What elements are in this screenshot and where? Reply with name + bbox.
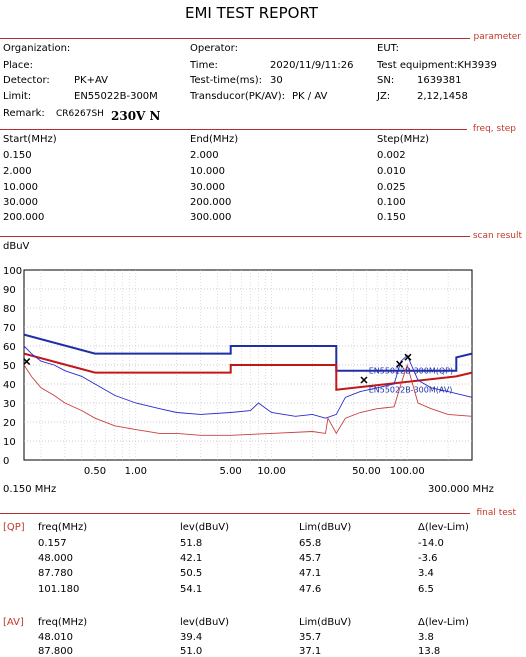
- y-tick-label: 0: [3, 456, 10, 467]
- av-lim: 35.7: [299, 632, 322, 643]
- time-value: 2020/11/9/11:26: [270, 60, 354, 71]
- freq-start: 30.000: [3, 197, 38, 208]
- qp-lim: 65.8: [299, 538, 322, 549]
- qp-lev: 51.8: [180, 538, 203, 549]
- freq-start: 200.000: [3, 212, 45, 223]
- limit-value: EN55022B-300M: [74, 91, 158, 102]
- jz-label: JZ:: [377, 91, 391, 102]
- parameter-section-label: parameter: [473, 32, 521, 42]
- y-axis-label: dBuV: [3, 241, 30, 252]
- x-start-label: 0.150 MHz: [3, 484, 57, 495]
- end-header: End(MHz): [190, 134, 239, 145]
- qp-delta-header: Δ(lev-Lim): [418, 522, 469, 533]
- place-label: Place:: [3, 60, 33, 71]
- y-tick-label: 100: [3, 266, 23, 277]
- x-tick-label: 0.50: [83, 466, 107, 477]
- annotation-label: EN55022B-300M(QP): [368, 366, 454, 376]
- freq-step-section-label: freq, step: [472, 124, 516, 134]
- freq-end: 2.000: [190, 150, 219, 161]
- test-equipment: Test equipment:KH3939: [377, 60, 497, 71]
- av-delta-header: Δ(lev-Lim): [418, 617, 469, 628]
- limit-label: Limit:: [3, 91, 32, 102]
- qp-freq: 48.000: [38, 553, 73, 564]
- y-tick-label: 80: [3, 304, 16, 315]
- remark-value: CR6267SH: [56, 109, 104, 119]
- av-lev: 51.0: [180, 646, 203, 657]
- transducer-value: PK / AV: [292, 91, 328, 102]
- qp-freq-header: freq(MHz): [38, 522, 88, 533]
- av-freq: 48.010: [38, 632, 73, 643]
- freq-start: 2.000: [3, 166, 32, 177]
- x-end-label: 300.000 MHz: [428, 484, 494, 495]
- av-delta: 13.8: [418, 646, 441, 657]
- operator-label: Operator:: [190, 43, 238, 54]
- freq-end: 300.000: [190, 212, 232, 223]
- av-lim: 37.1: [299, 646, 322, 657]
- transducer-label: Transducor(PK/AV):: [190, 91, 286, 102]
- x-tick-label: 5.00: [219, 466, 242, 477]
- av-delta: 3.8: [418, 632, 434, 643]
- freq-start: 0.150: [3, 150, 32, 161]
- sn-value: 1639381: [417, 75, 462, 86]
- test-time-label: Test-time(ms):: [190, 75, 263, 86]
- y-tick-label: 40: [3, 380, 16, 391]
- qp-label: [QP]: [3, 522, 25, 533]
- freq-start: 10.000: [3, 182, 38, 193]
- qp-lim: 47.6: [299, 584, 322, 595]
- av-lev-header: lev(dBuV): [180, 617, 230, 628]
- qp-delta: -3.6: [418, 553, 438, 564]
- qp-lim: 47.1: [299, 568, 322, 579]
- qp-lev-header: lev(dBuV): [180, 522, 230, 533]
- freq-step: 0.150: [377, 212, 406, 223]
- qp-lev: 42.1: [180, 553, 203, 564]
- freq-step: 0.025: [377, 182, 406, 193]
- y-tick-label: 50: [3, 361, 16, 372]
- av-freq-header: freq(MHz): [38, 617, 88, 628]
- av-freq: 87.800: [38, 646, 73, 657]
- remark-label: Remark:: [3, 108, 45, 119]
- detector-value: PK+AV: [74, 75, 109, 86]
- annotation-label: EN55022B-300M(AV): [368, 385, 453, 395]
- final-test-divider: [0, 513, 470, 514]
- av-lim-header: Lim(dBuV): [299, 617, 352, 628]
- test-time-value: 30: [270, 75, 283, 86]
- x-tick-label: 10.00: [257, 466, 286, 477]
- y-tick-label: 90: [3, 285, 16, 296]
- step-header: Step(MHz): [377, 134, 429, 145]
- qp-lim: 45.7: [299, 553, 322, 564]
- detector-label: Detector:: [3, 75, 50, 86]
- y-tick-label: 20: [3, 418, 16, 429]
- sn-label: SN:: [377, 75, 395, 86]
- freq-end: 10.000: [190, 166, 225, 177]
- remark-voltage: 230V N: [111, 109, 161, 123]
- time-label: Time:: [190, 60, 218, 71]
- freq-end: 30.000: [190, 182, 225, 193]
- report-title: EMI TEST REPORT: [185, 4, 318, 22]
- freq-step: 0.002: [377, 150, 406, 161]
- qp-lev: 54.1: [180, 584, 203, 595]
- qp-lim-header: Lim(dBuV): [299, 522, 352, 533]
- freq-step: 0.100: [377, 197, 406, 208]
- jz-value: 2,12,1458: [417, 91, 468, 102]
- x-tick-label: 100.00: [389, 466, 425, 477]
- qp-delta: -14.0: [418, 538, 444, 549]
- organization-label: Organization:: [3, 43, 71, 54]
- y-tick-label: 70: [3, 323, 16, 334]
- y-tick-label: 60: [3, 342, 16, 353]
- emi-scan-chart: [0, 260, 526, 500]
- qp-delta: 3.4: [418, 568, 434, 579]
- qp-freq: 0.157: [38, 538, 67, 549]
- qp-lev: 50.5: [180, 568, 203, 579]
- scan-divider: [0, 236, 470, 237]
- x-tick-label: 1.00: [124, 466, 147, 477]
- freq-step-divider: [0, 129, 467, 130]
- qp-freq: 101.180: [38, 584, 80, 595]
- qp-delta: 6.5: [418, 584, 434, 595]
- freq-step: 0.010: [377, 166, 406, 177]
- freq-end: 200.000: [190, 197, 232, 208]
- av-lev: 39.4: [180, 632, 203, 643]
- start-header: Start(MHz): [3, 134, 57, 145]
- eut-label: EUT:: [377, 43, 400, 54]
- x-tick-label: 50.00: [352, 466, 381, 477]
- scan-section-label: scan result: [472, 231, 522, 241]
- av-label: [AV]: [3, 617, 24, 628]
- y-tick-label: 10: [3, 437, 16, 448]
- qp-freq: 87.780: [38, 568, 73, 579]
- y-tick-label: 30: [3, 399, 16, 410]
- parameter-divider: [0, 38, 470, 39]
- final-test-section-label: final test: [476, 508, 516, 518]
